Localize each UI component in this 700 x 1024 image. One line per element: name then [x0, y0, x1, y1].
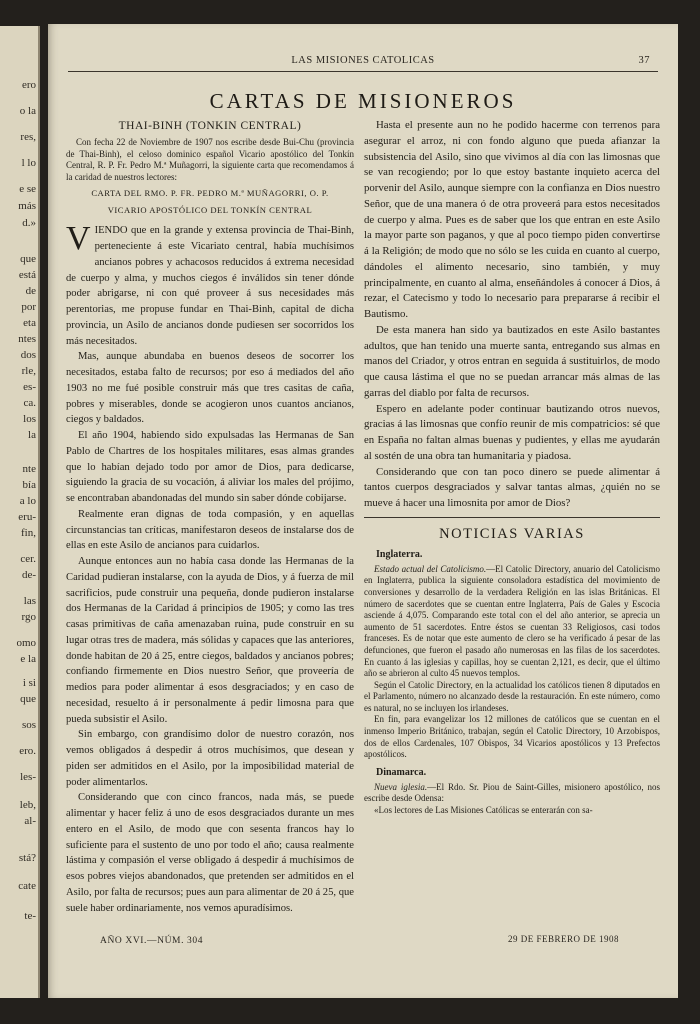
- facing-page-fragment: eta: [23, 317, 36, 329]
- letter-paragraph: Sin embargo, con grandísimo dolor de nuestro corazón, nos vemos obligados á despedir á otros muchísimos, que desean y piden ser admitidos en el Asilo, por la imposibilidad material de poder alimentarlos.: [66, 729, 354, 788]
- facing-page-fragment: nte: [22, 463, 36, 475]
- facing-page-fragment: rle,: [21, 365, 36, 377]
- facing-page-fragment: stá?: [18, 852, 36, 864]
- facing-page-fragment: ntes: [18, 333, 36, 345]
- letter-paragraph: Mas, aunque abundaba en buenos deseos de socorrer los necesitados, estaba falto de recursos; por eso á mediados del año 1903 no me fué posible construir más que tres casitas de caña, pobres y miserables, donde se acogieron unos cuantos ancianos, ciegos y baldados.: [66, 351, 354, 426]
- facing-page-fragment: e se: [19, 183, 36, 195]
- left-column: [66, 118, 354, 986]
- news-paragraph: En fin, para evangelizar los 12 millones de católicos que se cuentan en el inmenso Imperio Británico, trabajan, según el Catolic Directory, 10 Arzobispos, dos de ellos Cardenales, 107 Obispos, 34 Vicarios apostólicos y 13 Prefectos apostólicos.: [364, 714, 660, 760]
- letter-paragraph: Considerando que con cinco francos, nada más, se puede alimentar y hacer feliz á uno de esos desgraciados durante un mes entero en el Asilo, de modo que con sesenta francos hay lo suficiente para el sustento de uno por todo el año; causa realmente lástima y compasión el verse obligado á despedir á muchísimos de esos pobres viejos abandonados, que pretenden ser admitidos en el Asilo, por falta de recursos; pues aun para alimentar de 20 á 25, que suele haber ordinariamente, nos vemos apuradísimos.: [66, 792, 354, 914]
- facing-page-fragment: a lo: [19, 495, 36, 507]
- facing-page-fragment: rgo: [21, 611, 36, 623]
- facing-page-fragment: está: [18, 269, 36, 281]
- page-number: 37: [638, 55, 650, 66]
- facing-page-fragment: más: [18, 200, 36, 212]
- letter-paragraph: Considerando que con tan poco dinero se puede alimentar á tantos cuerpos desgraciados y salvar tantas almas, ¿quién no se mueve á hacer una limosnita por amor de Dios?: [364, 465, 660, 509]
- facing-page-fragment: cate: [18, 880, 36, 892]
- news-paragraph: [364, 782, 660, 805]
- facing-page-fragment: les-: [20, 771, 36, 783]
- noticias-title: NOTICIAS VARIAS: [439, 525, 585, 542]
- letter-intro: Con fecha 22 de Noviembre de 1907 nos escribe desde Bui-Chu (provincia de Thai-Binh), el celoso dominico español Vicario apostólico del Tonkín Central, R. P. Fr. Pedro M.ª Muñagorri, la siguiente carta que recomendamos á la caridad de nuestros lectores:: [66, 137, 354, 182]
- facing-page-fragment: de: [25, 285, 36, 297]
- section-divider: [364, 517, 660, 518]
- facing-page-fragment: ca.: [23, 397, 36, 409]
- facing-page-fragment: de-: [21, 569, 36, 581]
- facing-page-fragment: leb,: [19, 799, 36, 811]
- issue-date: 29 DE FEBRERO DE 1908: [508, 934, 620, 944]
- facing-page-fragment: que: [20, 693, 36, 705]
- facing-page-fragment: ero: [21, 79, 36, 91]
- letter-salutation-line-2: VICARIO APOSTÓLICO DEL TONKÍN CENTRAL: [107, 205, 313, 216]
- letter-paragraph: Espero en adelante poder continuar bautizando otros nuevos, gracias á las limosnas que confío reunir de mis compatricios: sé que en España no faltan almas buenas y pudientes, y ellas me ayudarán al sostén de una obra tan humanitaria y piadosa.: [364, 402, 660, 462]
- facing-page-fragment: te-: [24, 910, 36, 922]
- letter-salutation-line-1: CARTA DEL RMO. P. FR. PEDRO M.ª MUÑAGORRI, O. P.: [91, 188, 329, 199]
- facing-page-fragment: eru-: [18, 511, 36, 523]
- facing-page-edge: [0, 26, 40, 998]
- letter-paragraph: [66, 220, 354, 349]
- facing-page-fragment: las: [23, 595, 36, 607]
- letter-paragraph-text: IENDO que en la grande y extensa provincia de Thai-Binh, perteneciente á este Vicariato central, había muchísimos ancianos pobres y achacosos reducidos á extrema necesidad de cuerpo y alma, y muchos ciegos é inválidos sin tener dónde poder abrigarse, ni con qué proveer á sus necesidades más perentorias, me propuse fundar en Thai-Binh, capital de dicha provincia, un Asilo de ancianos donde pudiesen ser socorridos los más necesitados.: [66, 225, 354, 347]
- page-title: CARTAS DE MISIONEROS: [209, 89, 517, 113]
- letter-paragraph: Realmente eran dignas de toda compasión, y en aquellas circunstancias tan críticas, manifestaron deseos de instalarse dos de ellas en este Asilo de ancianos para cuidarlos.: [66, 508, 354, 552]
- news-paragraph: «Los lectores de Las Misiones Católicas se enterarán con sa-: [374, 805, 593, 816]
- facing-page-fragment: dos: [20, 349, 36, 361]
- country-heading-inglaterra: Inglaterra.: [376, 548, 423, 560]
- facing-page-fragment: d.»: [22, 217, 36, 229]
- running-header: [68, 55, 658, 72]
- facing-page-fragment: es-: [23, 381, 36, 393]
- running-title: LAS MISIONES CATOLICAS: [291, 55, 435, 66]
- facing-page-fragment: que: [20, 253, 36, 265]
- facing-page-fragment: bía: [22, 479, 36, 491]
- letter-section-heading: THAI-BINH (TONKIN CENTRAL): [118, 120, 302, 132]
- letter-paragraph: De esta manera han sido ya bautizados en este Asilo bastantes adultos, que han tenido una muerte santa, entregando sus almas en manos del Criador, y otros entran en seguida á sustituirlos, de modo que causa lástima el que no se puedan arrancar más almas de las garras del diablo por falta de recursos.: [364, 323, 660, 399]
- facing-page-fragment: al-: [24, 815, 36, 827]
- facing-page-fragment: cer.: [20, 553, 36, 565]
- news-paragraph: [364, 564, 660, 680]
- right-column: [364, 118, 660, 986]
- facing-page-fragment: res,: [20, 131, 36, 143]
- facing-page-fragment: e la: [20, 653, 36, 665]
- news-lead: Estado actual del Catolicismo.: [374, 563, 487, 574]
- facing-page-fragment: sos: [21, 719, 36, 731]
- facing-page-fragment: i si: [22, 677, 36, 689]
- facing-page-fragment: por: [21, 301, 36, 313]
- letter-paragraph: El año 1904, habiendo sido expulsadas las Hermanas de San Pablo de Chartres de los hospitales militares, esas almas grandes que lo habían dejado todo por amor de Dios, para dedicarse, siguiendo la gracia de su vocación, á aliviar los males del prójimo, se encontraban abandonadas del mundo sin saber dónde cobijarse.: [66, 430, 354, 505]
- facing-page-fragment: los: [23, 413, 36, 425]
- facing-page-fragment: la: [28, 429, 36, 441]
- news-paragraph: Según el Catolic Directory, en la actualidad los católicos tienen 8 diputados en el Parlamento, número no alcanzado desde la restauración. En este número, como es natural, no se incluyen los irlandeses.: [364, 679, 660, 713]
- facing-page-fragment: omo: [16, 637, 36, 649]
- news-text: —El Rdo. Sr. Piou de Saint-Gilles, misionero apostólico, nos escribe desde Odensa:: [364, 781, 660, 804]
- facing-page-fragment: o la: [19, 105, 36, 117]
- facing-page-fragment: l lo: [21, 157, 36, 169]
- letter-paragraph: Aunque entonces aun no había casa donde las Hermanas de la Caridad pudieran instalarse, con la ayuda de Dios, y á fuerza de mil sacrificios, pude construir una pequeña, donde pudieron instalarse dos Hermanas de la Caridad á principios de 1905; y como las tres casas primitivas de caña amenazaban ruina, pude construir en su lugar otras tres de madera, más sólidas y capaces que las anteriores, donde habitan de 20 á 25, entre ciegos, baldados y ancianos pobres; confiando firmemente en Dios nuestro Señor, que proveería de medios para poder alimentar á esos desgraciados; y en caso de necesidad, resuelto á ir personalmente á pedir limosna para que pueda subsistir el Asilo.: [66, 556, 354, 725]
- drop-cap: V: [66, 220, 91, 258]
- issue-number: AÑO XVI.—NÚM. 304: [100, 936, 204, 946]
- country-heading-dinamarca: Dinamarca.: [376, 766, 427, 778]
- news-text: —El Catolic Directory, anuario del Catolicismo en Inglaterra, publica la siguiente consoladora estadística del movimiento de conversiones y desarrollo de la verdadera Religión en las islas Británicas. El número de sacerdotes que se cuentan entre Inglaterra, País de Gales y Escocia asciende á 4,075. Comparando este total con el del año anterior, se aprecia un aumento de 51 sacerdotes. Entre éstos se cuentan 33 Religiosos, casi todos franceses. Es de notar que este aumento de clero se ha verificado á pesar de las defunciones, que fueron el pasado año numerosas en las filas de los sacerdotes. En cuanto á las iglesias y capillas, hoy se cuentan 2,121, es decir, que el último año se abrieron al culto 45 nuevos templos.: [364, 563, 660, 679]
- facing-page-fragment: fin,: [21, 527, 36, 539]
- magazine-page: [48, 24, 678, 998]
- letter-paragraph: Hasta el presente aun no he podido hacerme con terrenos para asegurar el arroz, ni con fondo alguno que pueda afianzar la subsistencia del Asilo, sino que vivimos al día con las limosnas que se van recogiendo; por lo que estoy bastante inquieto acerca del porvenir del Asilo, aunque siempre con la confianza en Dios nuestro Señor, que de una manera ó de otra proveerá para estos necesitados de cuerpo y alma. Pues es de saber que los que entran en este Asilo la mayor parte son paganos, y que al poco tiempo piden convertirse á la Religión; de modo que no sólo se les cuida en cuanto al cuerpo, dándoles el alimento necesario, sino también, y muy principalmente, en cuanto al alma, enseñándoles á conocer á Dios, á rezar, el Catecismo y todo lo necesario para prepararse á recibir el Bautismo.: [364, 119, 660, 320]
- facing-page-fragment: ero.: [19, 745, 36, 757]
- news-lead: Nueva iglesia.: [374, 781, 428, 792]
